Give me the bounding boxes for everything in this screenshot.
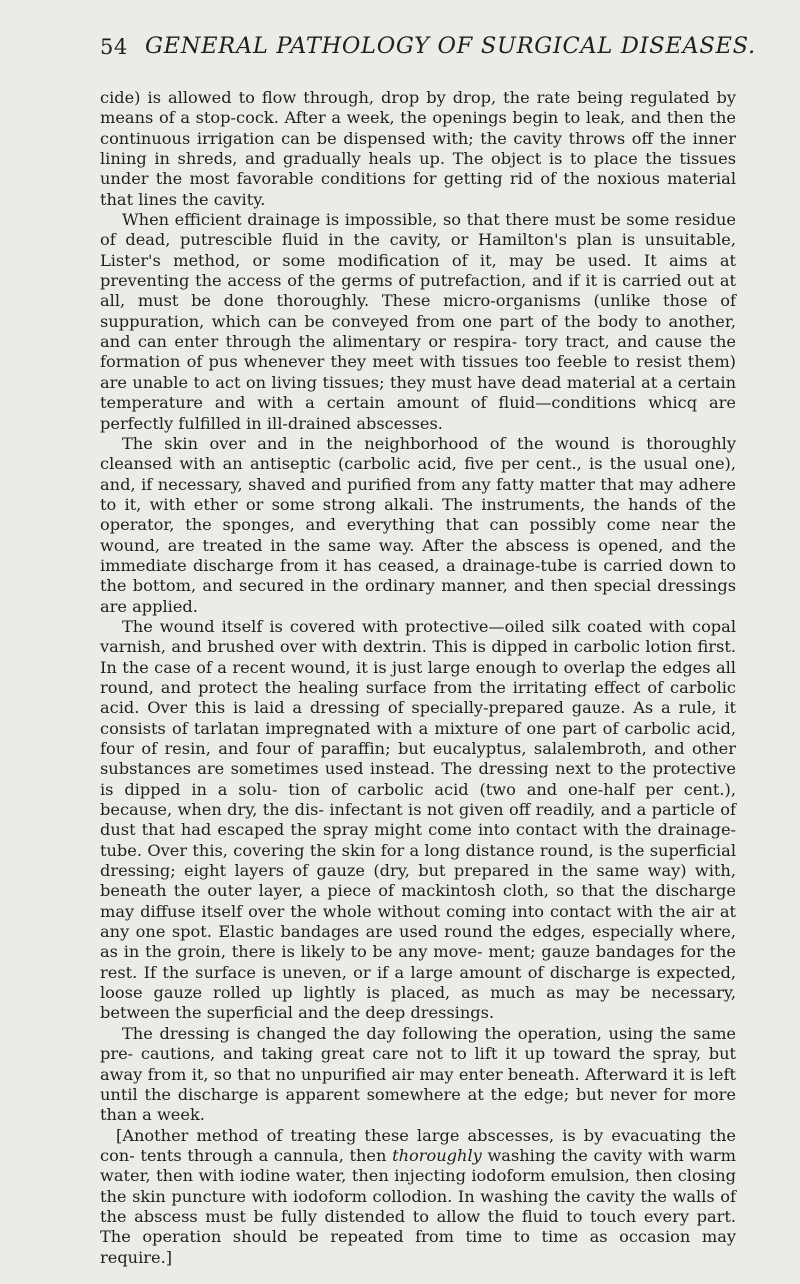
- paragraph-continued: cide) is allowed to flow through, drop by drop, the rate being regulated by means of a stop-cock. After a week, the openings begin to leak, and then the continuous irrigation can be dispensed with; the cavity throws off the inner lining in shreds, and gradually heals up. The object is to place the tissues under the most favorable conditions for getting rid of the noxious material that lines the cavity.: [100, 88, 736, 209]
- body-text: [100, 88, 736, 1268]
- paragraph-another-method-part2: washing the cavity with warm water, then with iodine water, then injecting iodoform emulsion, then closing the skin puncture with iodoform collodion. In washing the cavity the walls of the abscess must be fully distended to allow the fluid to touch every part. The operation should be repeated from time to time as occasion may require.]: [100, 1145, 736, 1267]
- paragraph-another-method-part1: [Another method of treating these large abscesses, is by evacuating the con- tents through a cannula, then: [100, 1125, 736, 1165]
- paragraph-dressing-change: The dressing is changed the day following the operation, using the same pre- cautions, and taking great care not to lift it up toward the spray, but away from it, so that no unpurified air may enter beneath. Afterward it is left until the discharge is apparent somewhere at the edge; but never for more than a week.: [100, 1023, 736, 1125]
- emphasis-thoroughly: thoroughly: [392, 1145, 482, 1165]
- paragraph-wound-dressing: The wound itself is covered with protective—oiled silk coated with copal varnish, and brushed over with dextrin. This is dipped in carbolic lotion first. In the case of a recent wound, it is just large enough to overlap the edges all round, and protect the healing surface from the irritating effect of carbolic acid. Over this is laid a dressing of specially-prepared gauze. As a rule, it consists of tarlatan impregnated with a mixture of one part of carbolic acid, four of resin, and four of paraffin; but eucalyptus, salalembroth, and other substances are sometimes used instead. The dressing next to the protective is dipped in a solu- tion of carbolic acid (two and one-half per cent.), because, when dry, the dis- infectant is not given off readily, and a particle of dust that had escaped the spray might come into contact with the drainage-tube. Over this, covering the skin for a long distance round, is the superficial dressing; eight layers of gauze (dry, but prepared in the same way) with, beneath the outer layer, a piece of mackintosh cloth, so that the discharge may diffuse itself over the whole without coming into contact with the air at any one spot. Elastic bandages are used round the edges, especially where, as in the groin, there is likely to be any move- ment; gauze bandages for the rest. If the surface is uneven, or if a large amount of discharge is expected, loose gauze rolled up lightly is placed, as much as may be necessary, between the superficial and the deep dressings.: [100, 616, 736, 1023]
- paragraph-skin-cleansing: The skin over and in the neighborhood of the wound is thoroughly cleansed with an antiseptic (carbolic acid, five per cent., is the usual one), and, if necessary, shaved and purified from any fatty matter that may adhere to it, with ether or some strong alkali. The instruments, the hands of the operator, the sponges, and everything that can possibly come near the wound, are treated in the same way. After the abscess is opened, and the immediate discharge from it has ceased, a drainage-tube is carried down to the bottom, and secured in the ordinary manner, and then special dressings are applied.: [100, 433, 736, 616]
- paragraph-another-method: [100, 1126, 736, 1268]
- page-number: 54: [100, 35, 129, 59]
- running-header: [100, 33, 756, 69]
- running-title: GENERAL PATHOLOGY OF SURGICAL DISEASES.: [145, 33, 756, 59]
- paragraph-listers-method: When efficient drainage is impossible, so that there must be some residue of dead, putrescible fluid in the cavity, or Hamilton's plan is unsuitable, Lister's method, or some modification of it, may be used. It aims at preventing the access of the germs of putrefaction, and if it is carried out at all, must be done thoroughly. These micro-organisms (unlike those of suppuration, which can be conveyed from one part of the body to another, and can enter through the alimentary or respira- tory tract, and cause the formation of pus whenever they meet with tissues too feeble to resist them) are unable to act on living tissues; they must have dead material at a certain temperature and with a certain amount of fluid—conditions whicq are perfectly fulfilled in ill-drained abscesses.: [100, 210, 736, 433]
